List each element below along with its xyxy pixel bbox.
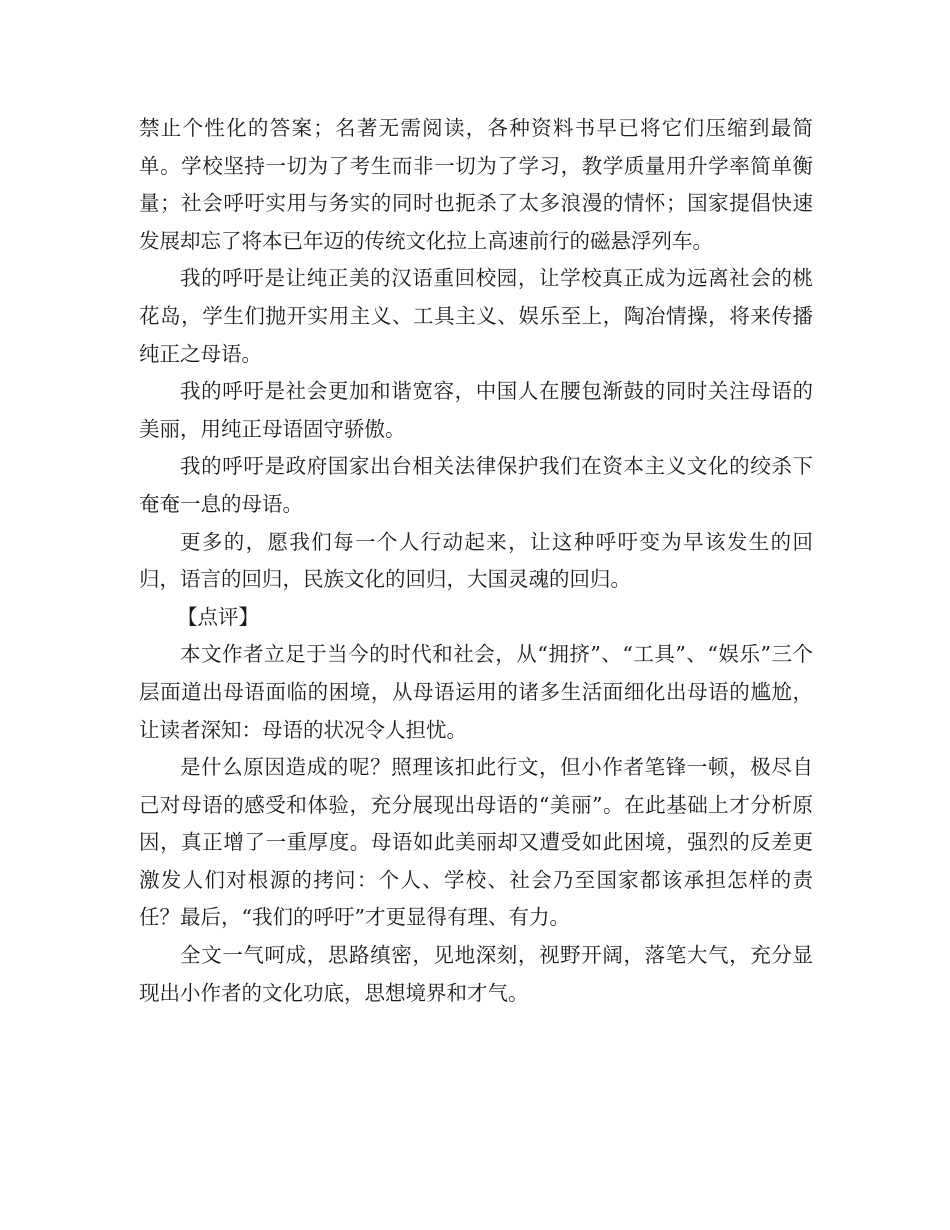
review-paragraph-1: 本文作者立足于当今的时代和社会，从“拥挤”、“工具”、“娱乐”三个层面道出母语面临的困境，从母语运用的诸多生活面细化出母语的尴尬，让读者深知：母语的状况令人担忧。	[139, 642, 813, 742]
review-paragraph-3: 全文一气呵成，思路缜密，见地深刻，视野开阔，落笔大气，充分显现出小作者的文化功底，思想境界和才气。	[139, 943, 813, 1005]
document-page	[139, 110, 813, 1012]
essay-paragraph-government-appeal: 我的呼吁是政府国家出台相关法律保护我们在资本主义文化的绞杀下奄奄一息的母语。	[139, 454, 813, 516]
essay-paragraph-closing: 更多的，愿我们每一个人行动起来，让这种呼吁变为早该发生的回归，语言的回归，民族文化的回归，大国灵魂的回归。	[139, 529, 813, 592]
review-heading: 【点评】	[177, 604, 259, 629]
review-paragraph-2: 是什么原因造成的呢？照理该扣此行文，但小作者笔锋一顿，极尽自己对母语的感受和体验，充分展现出母语的“美丽”。在此基础上才分析原因，真正增了一重厚度。母语如此美丽却又遭受如此困境，强烈的反差更激发人们对根源的拷问：个人、学校、社会乃至国家都该承担怎样的责任？最后，“我们的呼吁”才更显得有理、有力。	[139, 755, 813, 930]
essay-paragraph-school-appeal: 我的呼吁是让纯正美的汉语重回校园，让学校真正成为远离社会的桃花岛，学生们抛开实用主义、工具主义、娱乐至上，陶冶情操，将来传播纯正之母语。	[139, 266, 813, 366]
essay-paragraph-society-appeal: 我的呼吁是社会更加和谐宽容，中国人在腰包渐鼓的同时关注母语的美丽，用纯正母语固守骄傲。	[139, 379, 813, 441]
essay-paragraph-continued: 禁止个性化的答案；名著无需阅读，各种资料书早已将它们压缩到最简单。学校坚持一切为了考生而非一切为了学习，教学质量用升学率简单衡量；社会呼吁实用与务实的同时也扼杀了太多浪漫的情怀；国家提倡快速发展却忘了将本已年迈的传统文化拉上高速前行的磁悬浮列车。	[139, 116, 813, 253]
